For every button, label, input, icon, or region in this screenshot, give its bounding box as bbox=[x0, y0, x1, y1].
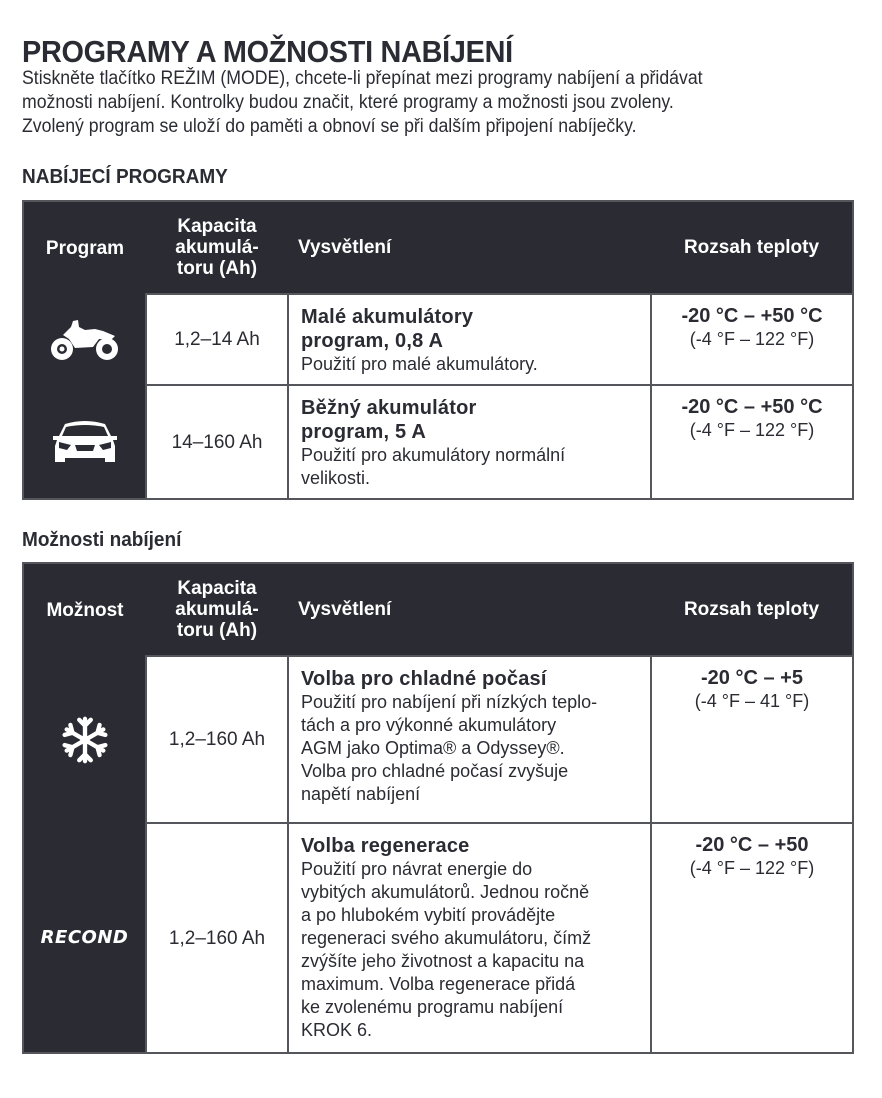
option-description: Použití pro akumulátory normální bbox=[301, 445, 566, 465]
table-row bbox=[23, 823, 853, 1053]
explanation-cell bbox=[288, 385, 651, 499]
temperature-celsius: -20 °C – +5 bbox=[701, 667, 803, 689]
option-title: Běžný akumulátor bbox=[301, 397, 477, 419]
intro-line: Stiskněte tlačítko REŽIM (MODE), chcete-li přepínat mezi programy nabíjení a přidávat bbox=[22, 68, 703, 89]
option-title: Volba pro chladné počasí bbox=[301, 668, 547, 690]
option-icon-cell bbox=[23, 823, 146, 1053]
option-description: napětí nabíjení bbox=[301, 784, 421, 804]
options-heading: Možnosti nabíjení bbox=[22, 529, 182, 551]
column-header-capacity bbox=[146, 201, 288, 294]
programs-table bbox=[22, 200, 854, 500]
option-description: velikosti. bbox=[301, 468, 371, 488]
temperature-cell bbox=[651, 823, 853, 1053]
option-description: maximum. Volba regenerace přidá bbox=[301, 974, 576, 994]
temperature-fahrenheit: (-4 °F – 122 °F) bbox=[689, 420, 815, 440]
option-title: program, 5 A bbox=[301, 421, 427, 443]
table-header-row bbox=[23, 201, 853, 294]
explanation-cell bbox=[288, 656, 651, 823]
column-header-option: Možnost bbox=[23, 563, 146, 656]
explanation-cell bbox=[288, 823, 651, 1053]
option-description: regeneraci svého akumulátoru, čímž bbox=[301, 928, 592, 948]
temperature-fahrenheit: (-4 °F – 41 °F) bbox=[694, 691, 810, 711]
intro-line: Zvolený program se uloží do paměti a obnoví se při dalším připojení nabíječky. bbox=[22, 116, 637, 137]
option-description: Použití pro návrat energie do bbox=[301, 859, 533, 879]
option-description: tách a pro výkonné akumulátory bbox=[301, 715, 557, 735]
intro-line: možnosti nabíjení. Kontrolky budou značit, které programy a možnosti jsou zvoleny. bbox=[22, 92, 674, 113]
temperature-celsius: -20 °C – +50 °C bbox=[681, 396, 823, 418]
option-title: Malé akumulátory bbox=[301, 306, 474, 328]
capacity-cell: 1,2–160 Ah bbox=[146, 656, 288, 823]
column-header-explanation: Vysvětlení bbox=[288, 201, 651, 294]
capacity-cell: 1,2–14 Ah bbox=[146, 294, 288, 385]
header-line: toru (Ah) bbox=[176, 620, 258, 641]
option-description: AGM jako Optima® a Odyssey®. bbox=[301, 738, 565, 758]
option-description: vybitých akumulátorů. Jednou ročně bbox=[301, 882, 590, 902]
program-icon-cell bbox=[23, 385, 146, 499]
column-header-explanation: Vysvětlení bbox=[288, 563, 651, 656]
capacity-cell: 14–160 Ah bbox=[146, 385, 288, 499]
option-description: zvýšíte jeho životnost a kapacitu na bbox=[301, 951, 585, 971]
table-header-row bbox=[23, 563, 853, 656]
column-header-temperature: Rozsah teploty bbox=[651, 563, 853, 656]
option-icon-cell bbox=[23, 656, 146, 823]
header-line: akumulá- bbox=[175, 237, 259, 258]
recond-label-icon: RECOND bbox=[40, 927, 129, 948]
capacity-cell: 1,2–160 Ah bbox=[146, 823, 288, 1053]
motorcycle-icon bbox=[49, 328, 121, 348]
option-title: program, 0,8 A bbox=[301, 330, 444, 352]
table-row bbox=[23, 385, 853, 499]
option-description: Volba pro chladné počasí zvyšuje bbox=[301, 761, 569, 781]
temperature-celsius: -20 °C – +50 bbox=[695, 834, 809, 856]
page-title: PROGRAMY A MOŽNOSTI NABÍJENÍ bbox=[22, 34, 513, 69]
header-line: Kapacita bbox=[177, 578, 257, 599]
programs-heading: NABÍJECÍ PROGRAMY bbox=[22, 166, 228, 188]
option-description: ke zvolenému programu nabíjení bbox=[301, 997, 564, 1017]
temperature-cell bbox=[651, 656, 853, 823]
option-description: Použití pro nabíjení při nízkých teplo- bbox=[301, 692, 598, 712]
header-line: akumulá- bbox=[175, 599, 259, 620]
table-row bbox=[23, 294, 853, 385]
header-line: Kapacita bbox=[177, 216, 257, 237]
temperature-fahrenheit: (-4 °F – 122 °F) bbox=[689, 329, 815, 349]
program-icon-cell bbox=[23, 294, 146, 385]
car-icon bbox=[51, 430, 119, 450]
header-line: toru (Ah) bbox=[176, 258, 258, 279]
temperature-celsius: -20 °C – +50 °C bbox=[681, 305, 823, 327]
column-header-program: Program bbox=[23, 201, 146, 294]
temperature-fahrenheit: (-4 °F – 122 °F) bbox=[689, 858, 815, 878]
options-table bbox=[22, 562, 854, 1054]
column-header-temperature: Rozsah teploty bbox=[651, 201, 853, 294]
option-description: KROK 6. bbox=[301, 1020, 373, 1040]
column-header-capacity bbox=[146, 563, 288, 656]
temperature-cell bbox=[651, 294, 853, 385]
option-description: a po hlubokém vybití provádějte bbox=[301, 905, 556, 925]
snowflake-icon bbox=[60, 728, 110, 748]
intro-text bbox=[22, 67, 852, 139]
explanation-cell bbox=[288, 294, 651, 385]
option-description: Použití pro malé akumulátory. bbox=[301, 354, 538, 374]
temperature-cell bbox=[651, 385, 853, 499]
option-title: Volba regenerace bbox=[301, 835, 470, 857]
table-row bbox=[23, 656, 853, 823]
